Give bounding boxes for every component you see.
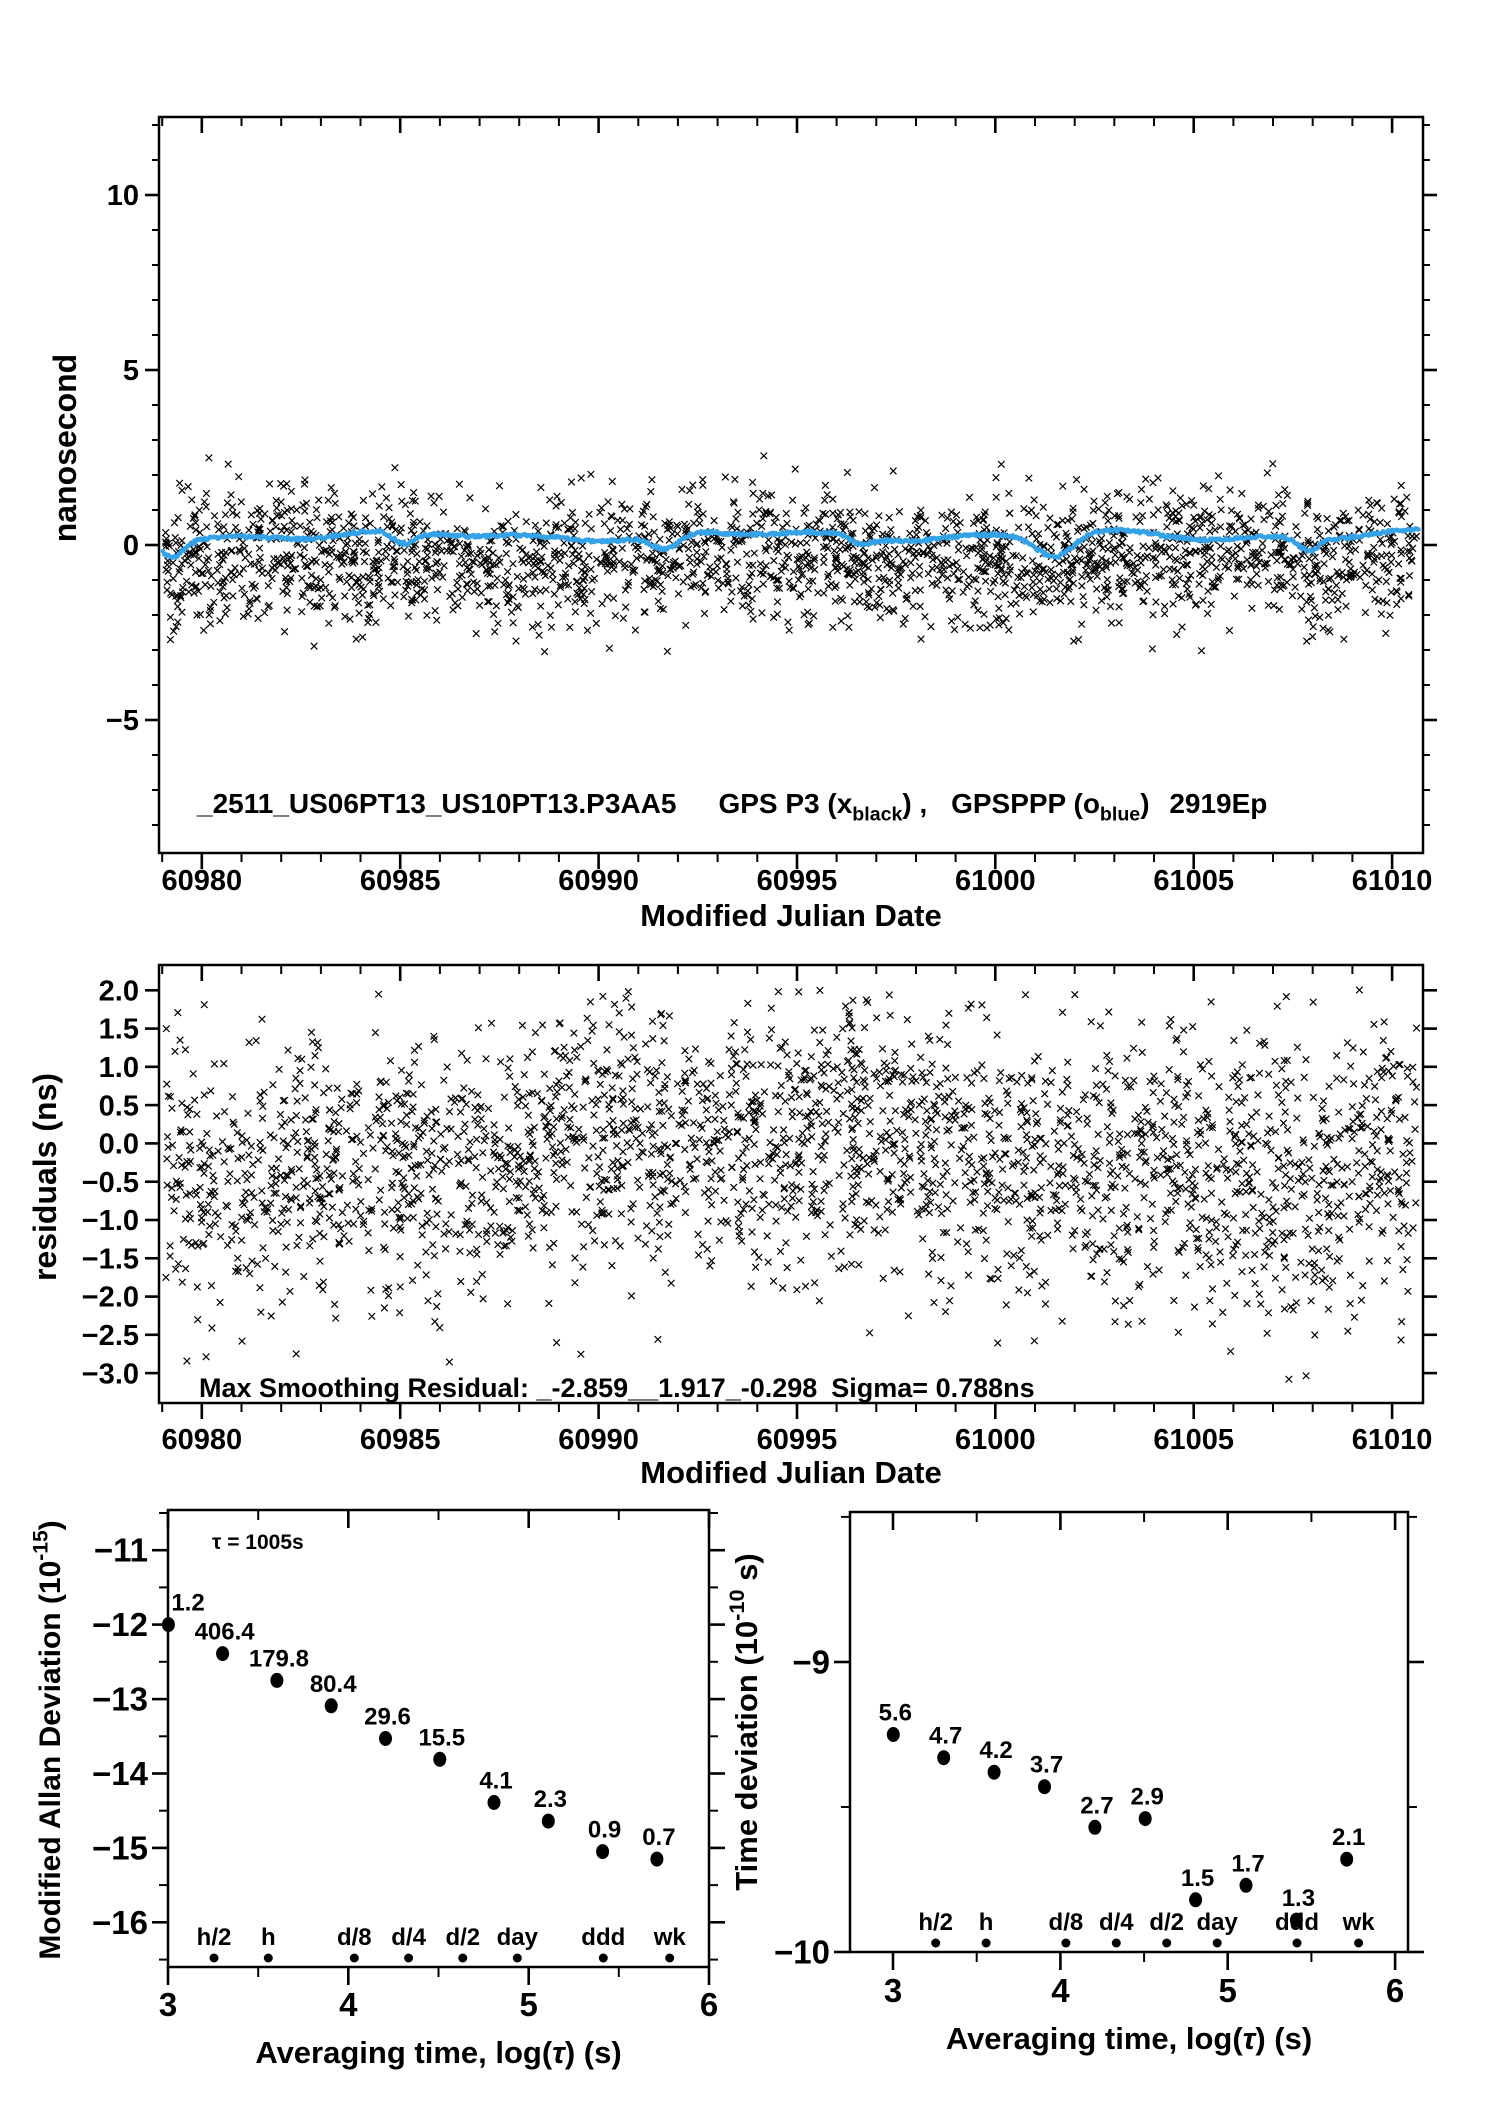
- x-tick-label: 61005: [1153, 865, 1235, 897]
- point-value-label: 2.1: [1332, 1824, 1366, 1852]
- unit-mark-label: d/8: [1048, 1909, 1084, 1936]
- point-value-label: 1.2: [171, 1589, 205, 1617]
- x-tick-label: 61010: [1351, 865, 1433, 897]
- y-tick-label: −11: [93, 1531, 148, 1569]
- point-value-label: 1.5: [1180, 1864, 1215, 1892]
- x-tick-label: 60985: [359, 1424, 441, 1456]
- panel-residuals: [27, 965, 1437, 1490]
- unit-mark-label: day: [496, 1924, 538, 1951]
- point-value-label: 2.7: [1080, 1792, 1114, 1820]
- y-tick-label: −2.0: [81, 1281, 139, 1314]
- point-value-label: 1.7: [1231, 1850, 1265, 1878]
- y-tick-label: −3.0: [81, 1358, 139, 1391]
- x-tick-label: 61010: [1351, 1424, 1433, 1456]
- x-tick-label: 60995: [756, 1424, 838, 1456]
- point-value-label: 5.6: [878, 1699, 912, 1727]
- unit-mark-label: ddd: [1275, 1909, 1319, 1936]
- panel-tdev: [724, 1512, 1424, 2056]
- unit-mark-label: d/2: [1149, 1909, 1185, 1936]
- y-tick-label: −10: [774, 1933, 830, 1971]
- y-axis-title: Modified Allan Deviation $(10^{-15})$: [29, 1520, 67, 1960]
- x-tick-label: 3: [883, 1972, 903, 2009]
- point-value-label: 4.7: [929, 1722, 963, 1750]
- y-tick-label: −15: [92, 1829, 148, 1867]
- point-value-label: 2.3: [533, 1786, 567, 1814]
- x-tick-label: 60980: [161, 865, 243, 897]
- x-tick-label: 60990: [558, 865, 639, 897]
- unit-marks: [197, 1924, 687, 1963]
- y-axis-title: Time deviation ($10^{-10}$ s): [724, 1553, 764, 1891]
- point-value-label: 4.1: [479, 1767, 513, 1795]
- y-axis-title: residuals (ns): [27, 1072, 63, 1282]
- y-tick-label: −2.5: [81, 1320, 139, 1352]
- y-axis-title: nanosecond: [47, 353, 83, 543]
- x-tick-label: 61000: [954, 1424, 1036, 1456]
- x-tick-label: 61000: [954, 865, 1036, 897]
- point-value-label: 15.5: [418, 1724, 466, 1752]
- x-tick-label: 60995: [756, 865, 838, 897]
- unit-mark-label: h/2: [196, 1924, 232, 1951]
- y-tick-label: 1.5: [98, 1013, 139, 1046]
- unit-mark-label: day: [1196, 1909, 1238, 1936]
- scatter-gps-p3: [162, 453, 1419, 655]
- point-value-label: 0.7: [642, 1824, 676, 1852]
- point-value-label: 0.9: [587, 1816, 622, 1844]
- x-tick-label: 60990: [558, 1424, 639, 1456]
- y-tick-label: −1.5: [81, 1243, 139, 1276]
- x-axis-title: Modified Julian Date: [640, 898, 942, 933]
- y-tick-label: 2.0: [98, 975, 139, 1008]
- x-tick-label: 3: [158, 1986, 178, 2023]
- x-tick-label: 5: [1218, 1972, 1237, 2009]
- panel-annotation: Max Smoothing Residual: _-2.859__1.917_-0.298 Sigma= 0.788ns: [199, 1373, 1035, 1403]
- x-tick-label: 61005: [1153, 1424, 1235, 1456]
- y-tick-label: 0: [122, 530, 139, 563]
- y-tick-label: 10: [106, 180, 139, 213]
- scatter-residuals: [163, 987, 1420, 1383]
- y-tick-label: 0.5: [98, 1090, 139, 1123]
- x-tick-label: 6: [699, 1986, 719, 2023]
- x-tick-label: 6: [1385, 1972, 1405, 2009]
- x-axis-title: Averaging time, log(τ) (s): [255, 2035, 622, 2070]
- point-value-label: 4.2: [979, 1737, 1013, 1765]
- x-axis-title: Modified Julian Date: [640, 1455, 942, 1490]
- unit-mark-label: wk: [653, 1924, 686, 1951]
- unit-mark-label: d/4: [391, 1924, 426, 1951]
- y-tick-label: 5: [122, 355, 139, 388]
- y-tick-label: 1.0: [98, 1052, 139, 1084]
- y-tick-label: −13: [92, 1680, 148, 1718]
- unit-mark-label: h/2: [918, 1909, 954, 1936]
- point-value-label: 406.4: [194, 1618, 255, 1646]
- unit-mark-label: h: [260, 1924, 276, 1951]
- x-tick-label: 60980: [161, 1424, 243, 1456]
- point-value-label: 2.9: [1130, 1783, 1164, 1811]
- panel-mdev: [29, 1510, 725, 2070]
- unit-mark-label: d/4: [1098, 1909, 1134, 1936]
- y-tick-label: −14: [92, 1755, 148, 1792]
- point-value-label: 3.7: [1029, 1751, 1064, 1779]
- y-tick-label: −12: [92, 1606, 148, 1644]
- point-value-labels: [171, 1590, 675, 1852]
- axis-ticks: [145, 117, 1437, 869]
- unit-marks: [918, 1909, 1375, 1948]
- point-value-label: 80.4: [309, 1670, 357, 1698]
- unit-mark-label: wk: [1342, 1909, 1375, 1936]
- tau-annotation: τ = 1005s: [212, 1531, 304, 1554]
- y-tick-label: 0.0: [98, 1128, 139, 1161]
- plot-frame: [159, 117, 1423, 853]
- x-tick-label: 60985: [359, 865, 441, 897]
- point-value-label: 1.3: [1281, 1885, 1316, 1913]
- panel-phase: [47, 117, 1437, 933]
- point-value-label: 179.8: [248, 1645, 309, 1673]
- x-tick-label: 5: [519, 1986, 538, 2023]
- unit-mark-label: ddd: [581, 1924, 626, 1951]
- point-value-label: 29.6: [364, 1703, 411, 1731]
- y-tick-label: −9: [792, 1643, 830, 1681]
- y-tick-label: −16: [92, 1903, 148, 1941]
- unit-mark-label: d/8: [336, 1924, 372, 1951]
- axis-ticks: [834, 1512, 1424, 1970]
- unit-mark-label: h: [978, 1909, 994, 1936]
- x-tick-label: 4: [339, 1986, 358, 2023]
- panel-annotation: _2511_US06PT13_US10PT13.P3AA5 GPS P3 $(x_{black})$ , GPSPPP $(o_{blue})$ 2919Ep: [197, 788, 1268, 826]
- y-tick-label: −5: [105, 705, 139, 738]
- y-tick-label: −0.5: [81, 1166, 139, 1199]
- x-axis-title: Averaging time, log(τ) (s): [945, 2021, 1313, 2056]
- unit-mark-label: d/2: [445, 1924, 481, 1951]
- y-tick-label: −1.0: [81, 1205, 139, 1238]
- x-tick-label: 4: [1051, 1972, 1070, 2009]
- point-value-labels: [879, 1700, 1366, 1913]
